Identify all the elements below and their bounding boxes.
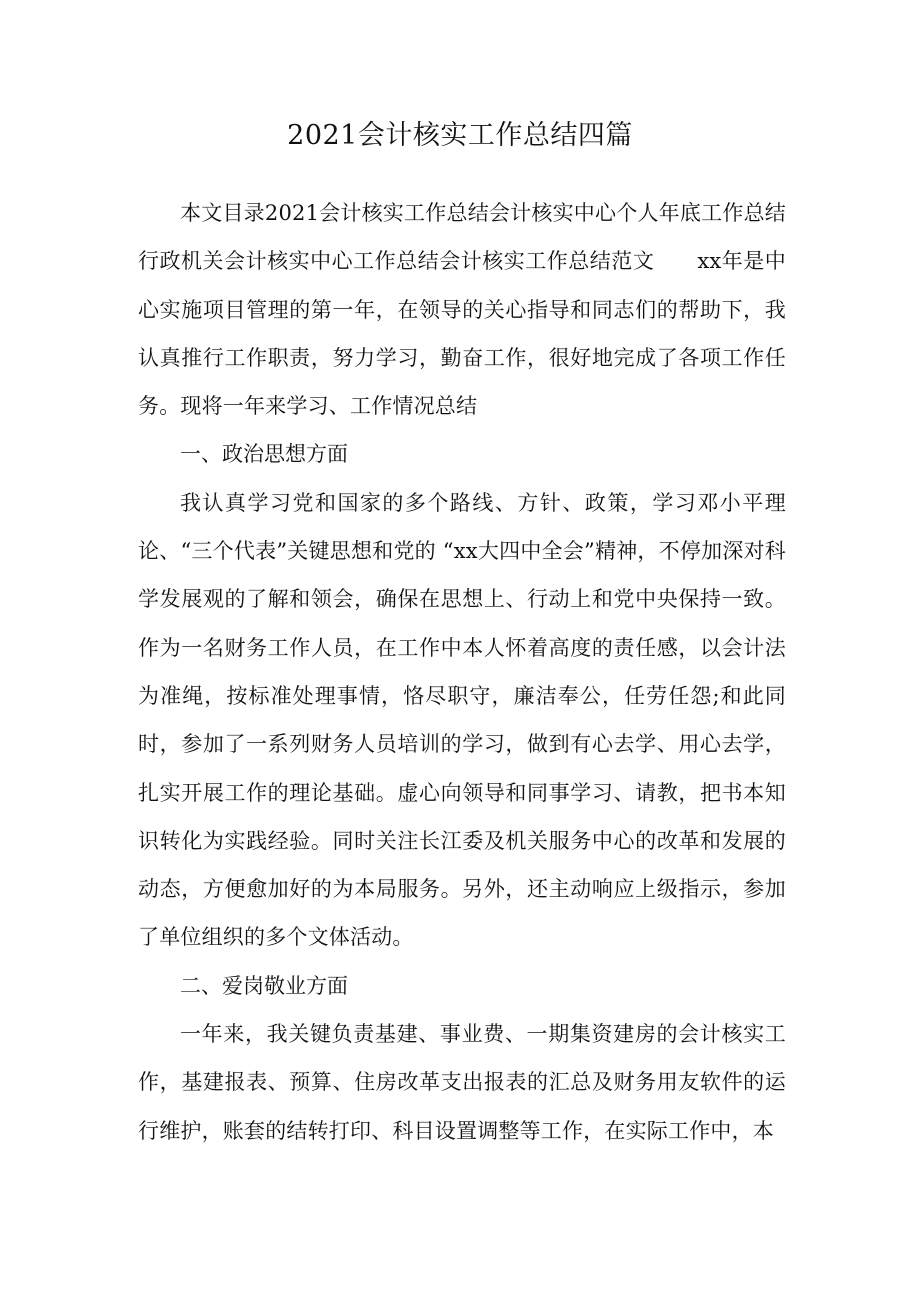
document-title: 2021会计核实工作总结四篇 <box>287 120 633 151</box>
section-heading-dedication: 二、爱岗敬业方面 <box>180 973 348 998</box>
section-body-politics: 我认真学习党和国家的多个路线、方针、政策，学习邓小平理论、“三个代表”关键思想和党的 “xx大四中全会”精神，不停加深对科学发展观的了解和领会，确保在思想上、行动上和党中央保持一致。作为一名财务工作人员，在工作中本人怀着高度的责任感，以会计法为准绳，按标准处理事情，恪尽职守，廉洁奉公，任劳任怨;和此同时，参加了一系列财务人员培训的学习，做到有心去学、用心去学，扎实开展工作的理论基础。虚心向领导和同事学习、请教，把书本知识转化为实践经验。同时关注长江委及机关服务中心的改革和发展的动态，方便愈加好的为本局服务。另外，还主动响应上级指示，参加了单位组织的多个文体活动。 <box>138 490 786 950</box>
intro-paragraph: 本文目录2021会计核实工作总结会计核实中心个人年底工作总结行政机关会计核实中心工作总结会计核实工作总结范文 xx年是中心实施项目管理的第一年，在领导的关心指导和同志们的帮助下，我认真推行工作职责，努力学习，勤奋工作，很好地完成了各项工作任务。现将一年来学习、工作情况总结 <box>138 201 786 419</box>
section-heading-politics: 一、政治思想方面 <box>180 442 348 467</box>
section-body-dedication: 一年来，我关键负责基建、事业费、一期集资建房的会计核实工作，基建报表、预算、住房改革支出报表的汇总及财务用友软件的运行维护，账套的结转打印、科目设置调整等工作，在实际工作中，本 <box>138 1022 786 1143</box>
document-body <box>138 189 786 1155</box>
